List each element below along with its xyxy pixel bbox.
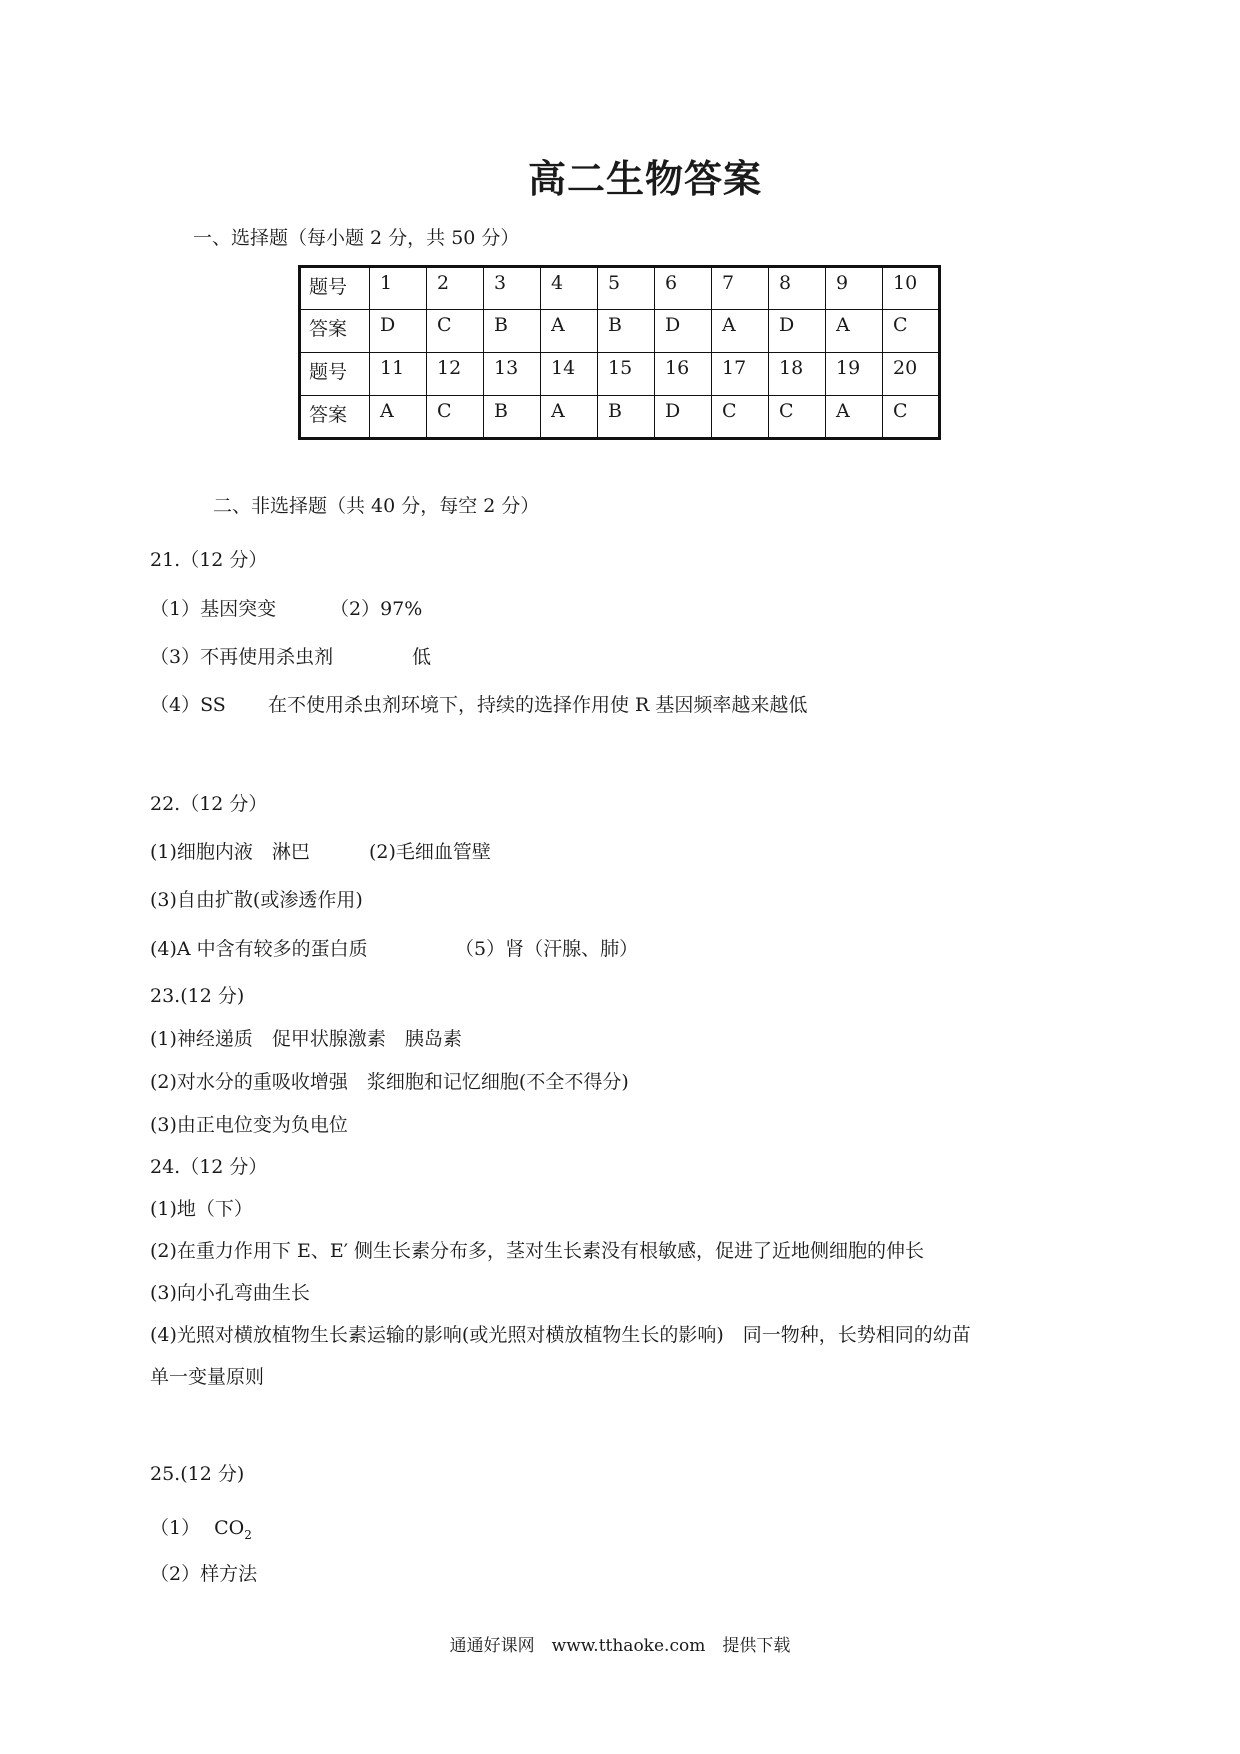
table-cell: 11: [370, 353, 427, 396]
q21-answer-4b: 在不使用杀虫剂环境下，持续的选择作用使 R 基因频率越来越低: [268, 694, 808, 716]
q21-answer-4: （4）SS: [150, 694, 226, 716]
q22-answer-4: (4)A 中含有较多的蛋白质: [150, 938, 368, 960]
table-cell: C: [883, 310, 940, 353]
table-cell: 3: [484, 267, 541, 310]
q24-answer-2: (2)在重力作用下 E、E′ 侧生长素分布多，茎对生长素没有根敏感，促进了近地侧细胞的伸长: [150, 1240, 925, 1262]
table-cell: D: [769, 310, 826, 353]
table-cell: C: [883, 396, 940, 439]
q23-answer-3: (3)由正电位变为负电位: [150, 1114, 348, 1136]
table-cell: B: [598, 396, 655, 439]
q25-heading: 25.(12 分): [150, 1463, 245, 1485]
q22-heading: 22.（12 分）: [150, 793, 268, 815]
table-cell: B: [484, 396, 541, 439]
row-label: 答案: [300, 310, 370, 353]
q21-answer-3: （3）不再使用杀虫剂: [150, 646, 334, 668]
table-cell: 7: [712, 267, 769, 310]
q24-answer-4-cont: 单一变量原则: [150, 1366, 265, 1388]
table-cell: 6: [655, 267, 712, 310]
q22-answer-3: (3)自由扩散(或渗透作用): [150, 889, 363, 911]
q21-answer-2: （2）97%: [330, 598, 423, 620]
table-cell: C: [427, 310, 484, 353]
table-row: [300, 396, 940, 439]
table-row: [300, 267, 940, 310]
table-cell: A: [826, 396, 883, 439]
q24-heading: 24.（12 分）: [150, 1156, 268, 1178]
q22-answer-2: (2)毛细血管壁: [369, 841, 491, 863]
table-cell: D: [655, 396, 712, 439]
row-label: 题号: [300, 353, 370, 396]
table-cell: 17: [712, 353, 769, 396]
table-cell: C: [427, 396, 484, 439]
table-cell: C: [712, 396, 769, 439]
table-cell: 4: [541, 267, 598, 310]
table-cell: D: [370, 310, 427, 353]
q25-answer-1: [150, 1513, 252, 1542]
table-cell: A: [541, 310, 598, 353]
q21-answer-1: （1）基因突变: [150, 598, 277, 620]
table-cell: 8: [769, 267, 826, 310]
co-text: CO: [214, 1517, 245, 1539]
q23-answer-1: (1)神经递质 促甲状腺激素 胰岛素: [150, 1028, 462, 1050]
table-cell: 19: [826, 353, 883, 396]
table-cell: 10: [883, 267, 940, 310]
q25-answer-1-label: （1）: [150, 1517, 201, 1539]
table-cell: 14: [541, 353, 598, 396]
q25-answer-2: （2）样方法: [150, 1563, 258, 1585]
table-cell: B: [598, 310, 655, 353]
row-label: 题号: [300, 267, 370, 310]
q22-answer-5: （5）肾（汗腺、肺）: [455, 938, 639, 960]
q21-heading: 21.（12 分）: [150, 549, 268, 571]
row-label: 答案: [300, 396, 370, 439]
q22-answer-1: (1)细胞内液 淋巴: [150, 841, 310, 863]
table-cell: A: [370, 396, 427, 439]
table-row: [300, 310, 940, 353]
table-cell: 15: [598, 353, 655, 396]
answer-table: [298, 265, 941, 440]
section-free-response-heading: 二、非选择题（共 40 分，每空 2 分）: [213, 495, 540, 517]
q21-answer-3b: 低: [412, 646, 432, 668]
section-choice-heading: 一、选择题（每小题 2 分，共 50 分）: [193, 227, 520, 249]
table-cell: A: [541, 396, 598, 439]
page-title: 高二生物答案: [527, 156, 762, 201]
table-cell: B: [484, 310, 541, 353]
q24-answer-1: (1)地（下）: [150, 1198, 253, 1220]
table-cell: 18: [769, 353, 826, 396]
q23-answer-2: (2)对水分的重吸收增强 浆细胞和记忆细胞(不全不得分): [150, 1071, 629, 1093]
table-cell: C: [769, 396, 826, 439]
table-cell: 16: [655, 353, 712, 396]
q24-answer-3: (3)向小孔弯曲生长: [150, 1282, 310, 1304]
table-cell: A: [826, 310, 883, 353]
q23-heading: 23.(12 分): [150, 985, 245, 1007]
table-cell: 9: [826, 267, 883, 310]
subscript-2: 2: [244, 1527, 252, 1542]
table-cell: 12: [427, 353, 484, 396]
table-cell: A: [712, 310, 769, 353]
q24-answer-4: (4)光照对横放植物生长素运输的影响(或光照对横放植物生长的影响) 同一物种，长势相同的幼苗: [150, 1324, 971, 1346]
table-cell: D: [655, 310, 712, 353]
table-cell: 2: [427, 267, 484, 310]
footer-source: 通通好课网 www.tthaoke.com 提供下载: [449, 1636, 791, 1656]
co2-formula: [214, 1517, 252, 1542]
table-cell: 13: [484, 353, 541, 396]
table-cell: 20: [883, 353, 940, 396]
table-cell: 1: [370, 267, 427, 310]
table-cell: 5: [598, 267, 655, 310]
table-row: [300, 353, 940, 396]
